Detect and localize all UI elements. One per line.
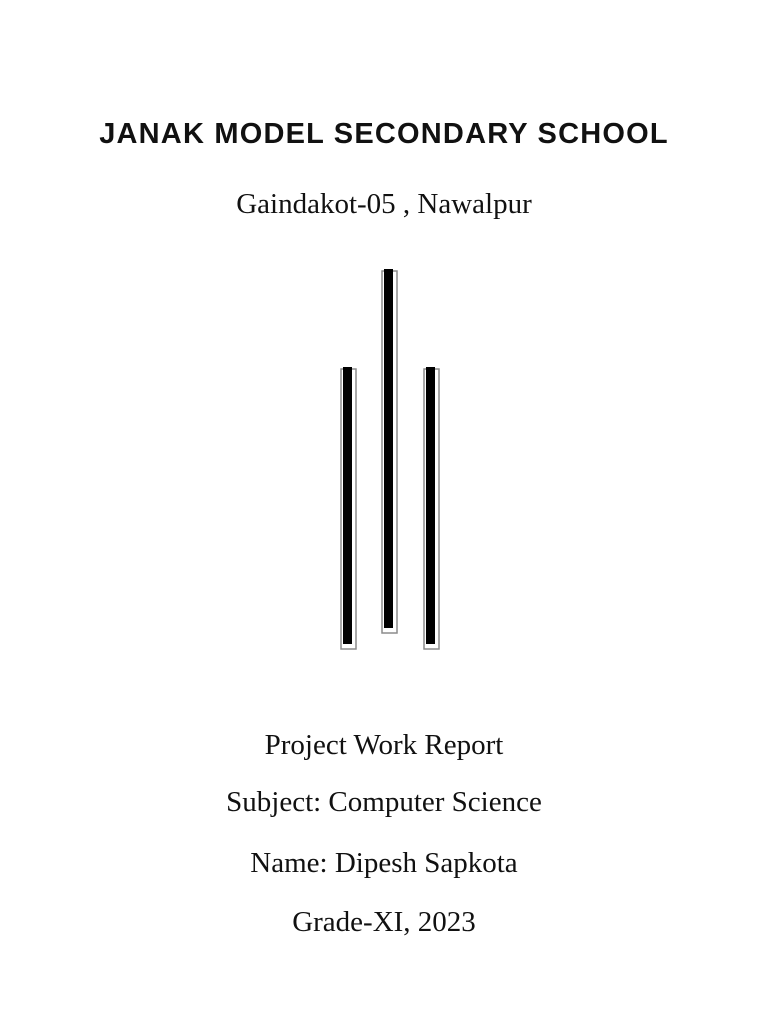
logo-bar-center — [382, 269, 397, 633]
logo-bar-left — [341, 367, 356, 649]
subject-line: Subject: Computer Science — [226, 786, 542, 818]
logo-bar-right — [424, 367, 439, 649]
school-address: Gaindakot-05 , Nawalpur — [236, 188, 532, 220]
report-title: Project Work Report — [264, 729, 504, 761]
grade-year: Grade-XI, 2023 — [292, 906, 476, 938]
student-name: Name: Dipesh Sapkota — [250, 847, 518, 879]
school-name: JANAK MODEL SECONDARY SCHOOL — [99, 118, 669, 150]
